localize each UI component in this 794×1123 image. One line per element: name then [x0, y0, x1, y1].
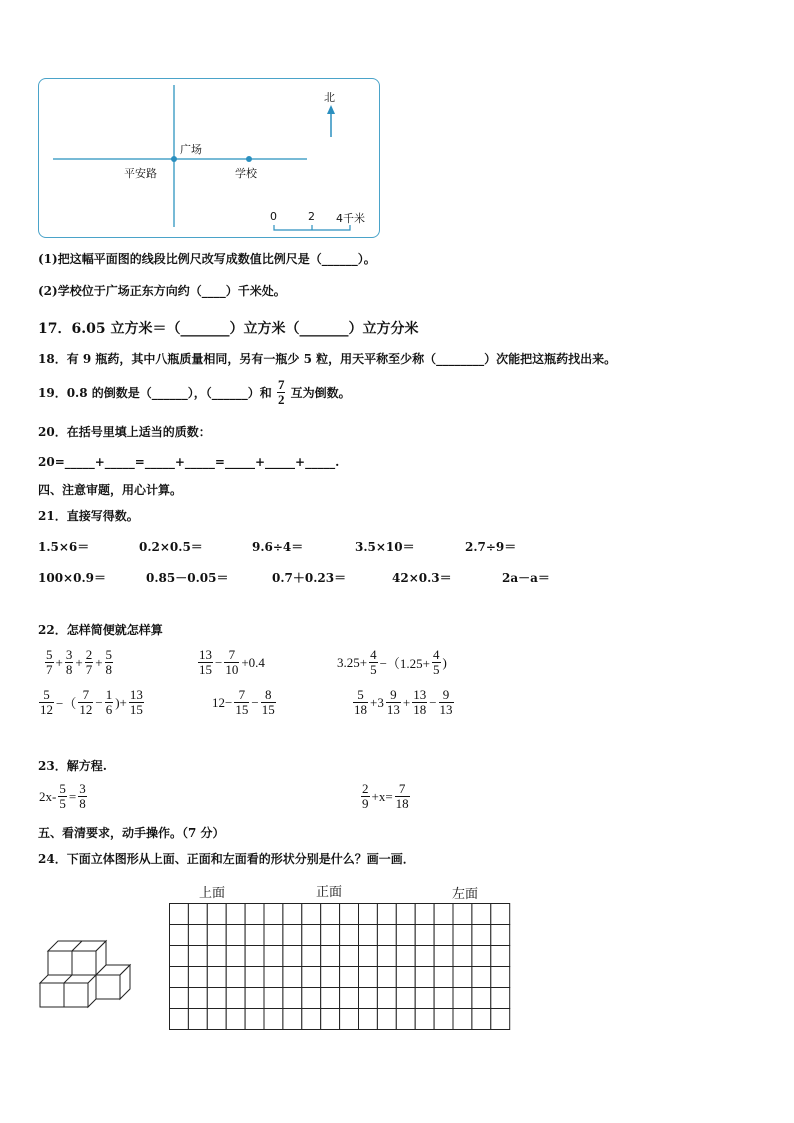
grid-cell[interactable]	[226, 946, 245, 967]
q22-expr6: $\frac{5}{18}$ +3 $\frac{9}{13}$ + $\frac{13}{18}$ − $\frac{9}{13}$	[354, 687, 453, 717]
grid-cell[interactable]	[377, 904, 396, 925]
grid-cell[interactable]	[434, 946, 453, 967]
grid-cell[interactable]	[340, 925, 359, 946]
grid-cell[interactable]	[453, 967, 472, 988]
grid-cell[interactable]	[245, 946, 264, 967]
grid-cell[interactable]	[170, 904, 189, 925]
grid-cell[interactable]	[321, 925, 340, 946]
grid-cell[interactable]	[283, 925, 302, 946]
q21-r1c3: 9.6÷4＝	[252, 540, 304, 554]
grid-cell[interactable]	[472, 988, 491, 1009]
grid-cell[interactable]	[226, 904, 245, 925]
grid-cell[interactable]	[321, 1009, 340, 1030]
grid-cell[interactable]	[226, 925, 245, 946]
grid-cell[interactable]	[472, 904, 491, 925]
grid-cell[interactable]	[226, 988, 245, 1009]
q22-expr1: $\frac{5}{7}$ + $\frac{3}{8}$ + $\frac{2}{7}$ + $\frac{5}{8}$	[46, 647, 113, 677]
grid-cell[interactable]	[207, 967, 226, 988]
grid-cell[interactable]	[264, 1009, 283, 1030]
q22-expr5: 12− $\frac{7}{15}$ − $\frac{8}{15}$	[212, 687, 275, 717]
grid-cell[interactable]	[491, 967, 510, 988]
cube-front-face	[40, 983, 64, 1007]
grid-cell[interactable]	[283, 1009, 302, 1030]
grid-cell[interactable]	[472, 967, 491, 988]
grid-cell[interactable]	[434, 1009, 453, 1030]
grid-cell[interactable]	[396, 946, 415, 967]
q21-r2c1: 100×0.9＝	[38, 571, 106, 585]
grid-cell[interactable]	[415, 925, 434, 946]
arrow-head-icon	[327, 105, 335, 114]
grid-cell[interactable]	[188, 1009, 207, 1030]
grid-cell[interactable]	[226, 1009, 245, 1030]
grid-cell[interactable]	[377, 967, 396, 988]
section-5-heading: 五、看清要求，动手操作。（7 分）	[38, 826, 225, 840]
grid-cell[interactable]	[472, 946, 491, 967]
grid-cell[interactable]	[264, 946, 283, 967]
grid-cell[interactable]	[245, 1009, 264, 1030]
label-top-view: 上面	[199, 886, 226, 901]
scale-4: 4千米	[336, 212, 365, 225]
grid-cell[interactable]	[453, 925, 472, 946]
grid-cell[interactable]	[283, 967, 302, 988]
north-label: 北	[324, 91, 335, 104]
q20-equation: 20=_____+_____=_____+_____=_____+_____+_____.	[38, 455, 340, 469]
grid-cell[interactable]	[264, 988, 283, 1009]
grid-cell[interactable]	[453, 946, 472, 967]
cube-front-face	[72, 951, 96, 975]
grid-cell[interactable]	[491, 1009, 510, 1030]
q22-expr4: $\frac{5}{12}$ −（ $\frac{7}{12}$ − $\frac{1}{6}$ )+ $\frac{13}{15}$	[40, 687, 143, 717]
grid-cell[interactable]	[170, 925, 189, 946]
q23-title: 23．解方程.	[38, 759, 107, 773]
q21-r2c4: 42×0.3＝	[392, 571, 452, 585]
grid-cell[interactable]	[207, 946, 226, 967]
grid-cell[interactable]	[359, 988, 378, 1009]
grid-cell[interactable]	[491, 904, 510, 925]
grid-cell[interactable]	[321, 904, 340, 925]
q20-title: 20．在括号里填上适当的质数：	[38, 425, 211, 439]
grid-cell[interactable]	[396, 904, 415, 925]
label-front-view: 正面	[316, 885, 343, 900]
grid-cell[interactable]	[359, 904, 378, 925]
q21-r2c2: 0.85－0.05＝	[146, 571, 229, 585]
grid-cell[interactable]	[321, 988, 340, 1009]
grid-cell[interactable]	[415, 904, 434, 925]
grid-cell[interactable]	[453, 988, 472, 1009]
q18: 18．有 9 瓶药，其中八瓶质量相同，另有一瓶少 5 粒，用天平称至少称（________）次能把这瓶药找出来。	[38, 352, 617, 366]
grid-cell[interactable]	[264, 967, 283, 988]
cube-side-face	[88, 975, 96, 1007]
grid-cell[interactable]	[245, 925, 264, 946]
grid-cell[interactable]	[415, 1009, 434, 1030]
q22-expr2: $\frac{13}{15}$ − $\frac{7}{10}$ +0.4	[199, 647, 265, 677]
grid-cell[interactable]	[491, 946, 510, 967]
cube-solid-figure	[38, 938, 134, 1010]
q19-after: 互为倒数。	[290, 386, 351, 400]
cube-front-face	[48, 951, 72, 975]
q21-r1c4: 3.5×10＝	[355, 540, 415, 554]
scale-2: 2	[308, 210, 315, 223]
grid-cell[interactable]	[302, 988, 321, 1009]
plan-map	[38, 78, 380, 238]
q23-eq2: $\frac{2}{9}$ +x= $\frac{7}{18}$	[362, 781, 409, 811]
grid-cell[interactable]	[188, 904, 207, 925]
grid-cell[interactable]	[188, 925, 207, 946]
q24-title: 24．下面立体图形从上面、正面和左面看的形状分别是什么？画一画．	[38, 852, 415, 866]
grid-cell[interactable]	[396, 925, 415, 946]
grid-cell[interactable]	[359, 925, 378, 946]
q17: 17．6.05 立方米＝（_______）立方米（_______）立方分米	[38, 321, 419, 337]
q16-sub2: (2)学校位于广场正东方向约（____）千米处。	[38, 284, 286, 298]
grid-cell[interactable]	[188, 946, 207, 967]
grid-cell[interactable]	[283, 904, 302, 925]
grid-cell[interactable]	[377, 1009, 396, 1030]
grid-cell[interactable]	[340, 967, 359, 988]
grid-cell[interactable]	[340, 988, 359, 1009]
grid-cell[interactable]	[359, 1009, 378, 1030]
grid-cell[interactable]	[207, 1009, 226, 1030]
grid-cell[interactable]	[170, 1009, 189, 1030]
grid-cell[interactable]	[302, 967, 321, 988]
grid-cell[interactable]	[245, 967, 264, 988]
grid-cell[interactable]	[302, 925, 321, 946]
scale-0: 0	[270, 210, 277, 223]
grid-cell[interactable]	[377, 925, 396, 946]
q16-sub1: (1)把这幅平面图的线段比例尺改写成数值比例尺是（______）。	[38, 252, 376, 266]
q22-expr3: 3.25+ $\frac{4}{5}$ −（1.25+ $\frac{4}{5}$ )	[337, 647, 447, 677]
grid-cell[interactable]	[415, 946, 434, 967]
grid-cell[interactable]	[188, 967, 207, 988]
grid-cell[interactable]	[170, 988, 189, 1009]
grid-cell[interactable]	[170, 946, 189, 967]
q19-fraction: $\frac{7}{2}$	[277, 377, 285, 407]
grid-cell[interactable]	[434, 967, 453, 988]
road-label: 平安路	[124, 167, 157, 180]
grid-cell[interactable]	[226, 967, 245, 988]
q21-r1c5: 2.7÷9＝	[465, 540, 517, 554]
section-4-heading: 四、注意审题，用心计算。	[38, 483, 183, 497]
grid-cell[interactable]	[472, 1009, 491, 1030]
grid-cell[interactable]	[491, 988, 510, 1009]
grid-cell[interactable]	[396, 988, 415, 1009]
grid-cell[interactable]	[283, 946, 302, 967]
grid-cell[interactable]	[207, 988, 226, 1009]
grid-cell[interactable]	[207, 925, 226, 946]
school-label: 学校	[235, 167, 257, 180]
grid-cell[interactable]	[472, 925, 491, 946]
q23-eq1: 2x- $\frac{5}{5}$ = $\frac{3}{8}$	[39, 781, 86, 811]
school-point	[246, 156, 252, 162]
grid-cell[interactable]	[453, 904, 472, 925]
grid-cell[interactable]	[434, 904, 453, 925]
grid-cell[interactable]	[302, 946, 321, 967]
grid-cell[interactable]	[170, 967, 189, 988]
grid-cell[interactable]	[302, 904, 321, 925]
q21-r2c3: 0.7＋0.23＝	[272, 571, 347, 585]
plaza-label: 广场	[180, 143, 202, 156]
grid-cell[interactable]	[340, 946, 359, 967]
grid-cell[interactable]	[245, 904, 264, 925]
grid-cell[interactable]	[396, 967, 415, 988]
cube-front-face	[96, 975, 120, 999]
grid-cell[interactable]	[434, 925, 453, 946]
q19-before: 19．0.8 的倒数是（______），（______）和	[38, 386, 272, 400]
q21-r2c5: 2a－a＝	[502, 571, 550, 585]
grid-cell[interactable]	[377, 946, 396, 967]
grid-cell[interactable]	[453, 1009, 472, 1030]
drawing-grid[interactable]	[169, 903, 511, 1031]
q21-r1c1: 1.5×6＝	[38, 540, 90, 554]
cube-front-face	[64, 983, 88, 1007]
q21-r1c2: 0.2×0.5＝	[139, 540, 203, 554]
grid-cell[interactable]	[302, 1009, 321, 1030]
grid-cell[interactable]	[377, 988, 396, 1009]
cube-top-face	[40, 975, 72, 983]
plaza-point	[171, 156, 177, 162]
grid-cell[interactable]	[245, 988, 264, 1009]
grid-cell[interactable]	[434, 988, 453, 1009]
grid-cell[interactable]	[396, 1009, 415, 1030]
grid-cell[interactable]	[321, 946, 340, 967]
grid-cell[interactable]	[283, 988, 302, 1009]
label-left-view: 左面	[452, 887, 479, 902]
q19	[38, 378, 351, 407]
grid-cell[interactable]	[207, 904, 226, 925]
q21-title: 21．直接写得数。	[38, 509, 139, 523]
grid-cell[interactable]	[491, 925, 510, 946]
grid-cell[interactable]	[340, 904, 359, 925]
grid-cell[interactable]	[321, 967, 340, 988]
grid-cell[interactable]	[188, 988, 207, 1009]
grid-cell[interactable]	[264, 925, 283, 946]
grid-cell[interactable]	[415, 988, 434, 1009]
grid-cell[interactable]	[340, 1009, 359, 1030]
q22-title: 22．怎样简便就怎样算	[38, 623, 163, 637]
grid-cell[interactable]	[359, 946, 378, 967]
grid-cell[interactable]	[264, 904, 283, 925]
grid-cell[interactable]	[415, 967, 434, 988]
grid-cell[interactable]	[359, 967, 378, 988]
